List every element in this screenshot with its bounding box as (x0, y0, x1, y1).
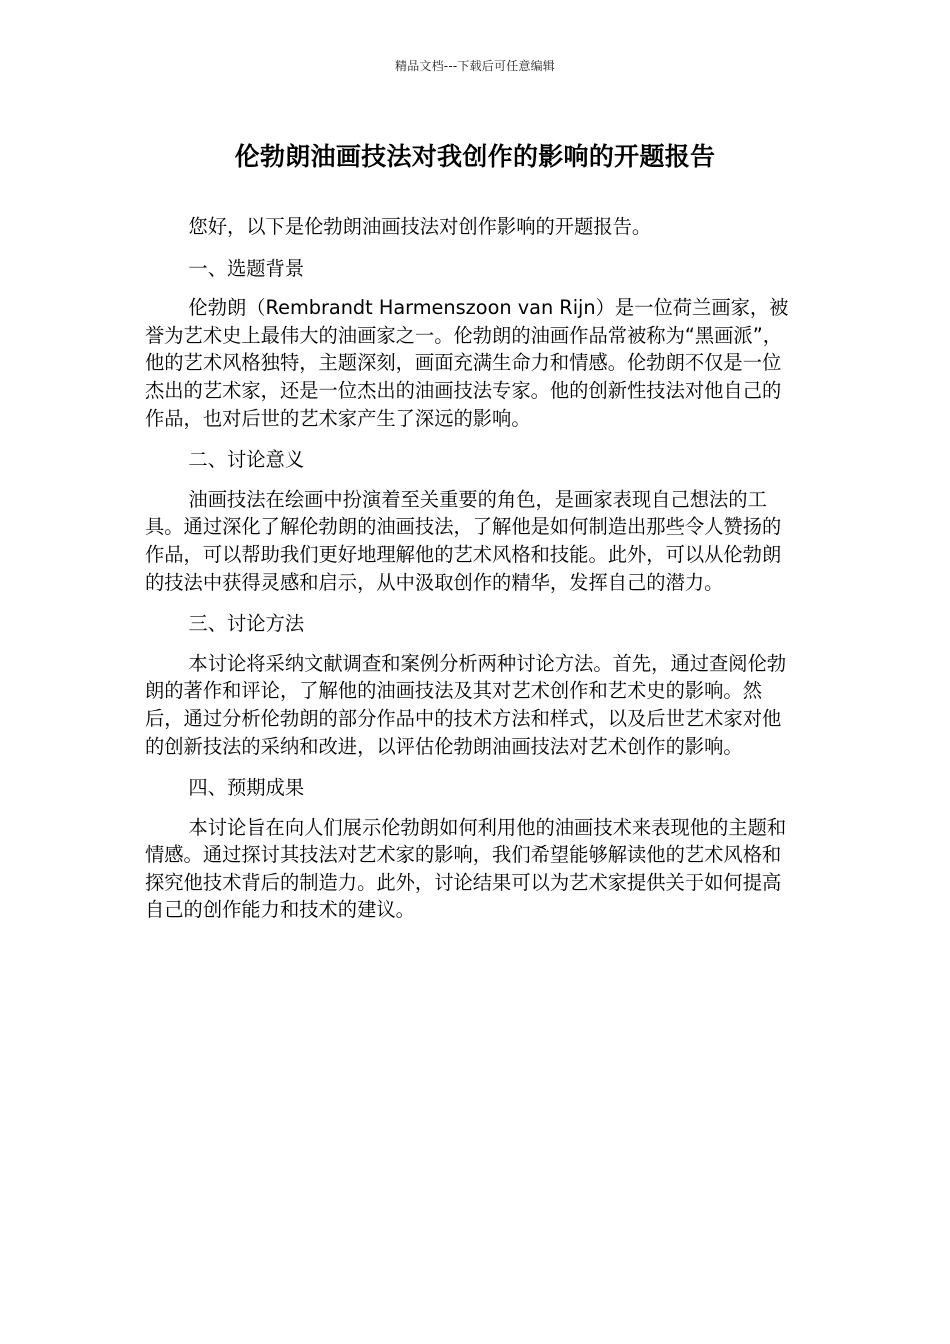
section-heading-results: 四、预期成果 (188, 776, 305, 800)
header-note: 精品文档---下载后可任意编辑 (395, 59, 555, 73)
section-body-background: 伦勃朗（Rembrandt Harmenszoon van Rijn）是一位荷兰画家，被誉为艺术史上最伟大的油画家之一。伦勃朗的油画作品常被称为“黑画派”，他的艺术风格独特，主题深刻，画面充满生命力和情感。伦勃朗不仅是一位杰出的艺术家，还是一位杰出的油画技法专家。他的创新性技法对他自己的作品，也对后世的艺术家产生了深远的影响。 (145, 296, 789, 430)
document-body (145, 213, 795, 938)
document-title: 伦勃朗油画技法对我创作的影响的开题报告 (234, 142, 716, 171)
section-heading-method: 三、讨论方法 (188, 612, 305, 636)
section-heading-background: 一、选题背景 (188, 256, 305, 280)
intro-paragraph: 您好，以下是伦勃朗油画技法对创作影响的开题报告。 (188, 215, 652, 238)
section-body-results: 本讨论旨在向人们展示伦勃朗如何利用他的油画技术来表现他的主题和情感。通过探讨其技法对艺术家的影响，我们希望能够解读他的艺术风格和探究他技术背后的制造力。此外，讨论结果可以为艺术家提供关于如何提高自己的创作能力和技术的建议。 (145, 815, 787, 922)
section-body-significance: 油画技法在绘画中扮演着至关重要的角色，是画家表现自己想法的工具。通过深化了解伦勃朗的油画技法，了解他是如何制造出那些令人赞扬的作品，可以帮助我们更好地理解他的艺术风格和技能。此外，可以从伦勃朗的技法中获得灵感和启示，从中汲取创作的精华，发挥自己的潜力。 (145, 487, 782, 594)
section-heading-significance: 二、讨论意义 (188, 448, 305, 472)
section-body-method: 本讨论将采纳文献调查和案例分析两种讨论方法。首先，通过查阅伦勃朗的著作和评论，了解他的油画技法及其对艺术创作和艺术史的影响。然后，通过分析伦勃朗的部分作品中的技术方法和样式，以及后世艺术家对他的创新技法的采纳和改进，以评估伦勃朗油画技法对艺术创作的影响。 (145, 651, 787, 758)
